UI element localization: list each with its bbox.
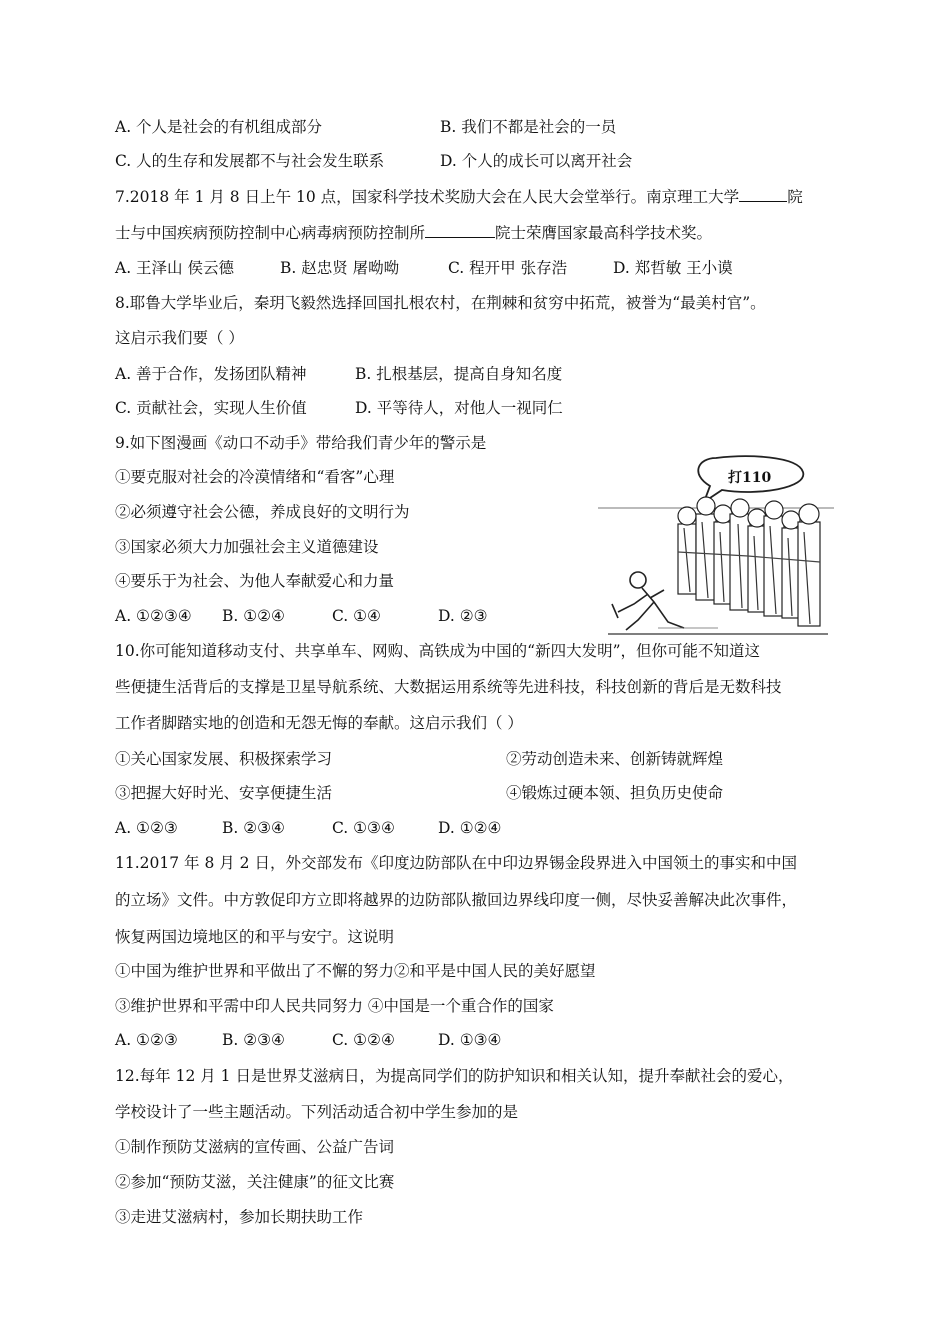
q10-item-4: ④锻炼过硬本领、担负历史使命 bbox=[506, 784, 724, 802]
q8-option-d: D. 平等待人，对他人一视同仁 bbox=[355, 399, 563, 417]
q12-stem-line2: 学校设计了一些主题活动。下列活动适合初中学生参加的是 bbox=[115, 1103, 519, 1121]
q10-option-a: A. ①②③ bbox=[115, 819, 178, 837]
q10-item-2: ②劳动创造未来、创新铸就辉煌 bbox=[506, 750, 724, 768]
q12-item-1: ①制作预防艾滋病的宣传画、公益广告词 bbox=[115, 1138, 395, 1156]
q6-option-b: B. 我们不都是社会的一员 bbox=[440, 118, 617, 136]
q7-option-a: A. 王泽山 侯云德 bbox=[115, 259, 234, 277]
q7-stem-text-a: 7.2018 年 1 月 8 日上午 10 点，国家科学技术奖励大会在人民大会堂举行。南京理工大学 bbox=[115, 188, 740, 206]
q8-stem-line1: 8.耶鲁大学毕业后，秦玥飞毅然选择回国扎根农村，在荆棘和贫穷中拓荒，被誉为“最美村官”。 bbox=[115, 294, 766, 312]
speech-bubble bbox=[698, 456, 803, 502]
q11-option-d: D. ①③④ bbox=[438, 1031, 502, 1049]
q7-stem-text-c: 士与中国疾病预防控制中心病毒病预防控制所 bbox=[115, 224, 426, 242]
q10-stem-line1: 10.你可能知道移动支付、共享单车、网购、高铁成为中国的“新四大发明”，但你可能不知道这 bbox=[115, 642, 761, 660]
q9-option-c: C. ①④ bbox=[332, 607, 381, 625]
q11-option-a: A. ①②③ bbox=[115, 1031, 178, 1049]
q6-option-d: D. 个人的成长可以离开社会 bbox=[440, 152, 633, 170]
q7-option-c: C. 程开甲 张存浩 bbox=[448, 259, 568, 277]
q9-item-1: ①要克服对社会的冷漠情绪和“看客”心理 bbox=[115, 468, 395, 486]
q7-stem-line2 bbox=[115, 223, 712, 243]
q7-blank-2 bbox=[425, 223, 495, 238]
q9-item-2: ②必须遵守社会公德，养成良好的文明行为 bbox=[115, 503, 410, 521]
q8-stem-line2: 这启示我们要（ ） bbox=[115, 329, 244, 347]
q11-item-line1: ①中国为维护世界和平做出了不懈的努力②和平是中国人民的美好愿望 bbox=[115, 962, 596, 980]
q12-item-2: ②参加“预防艾滋，关注健康”的征文比赛 bbox=[115, 1173, 395, 1191]
q9-option-d: D. ②③ bbox=[438, 607, 488, 625]
q7-option-b: B. 赵忠贤 屠呦呦 bbox=[280, 259, 400, 277]
q7-option-d: D. 郑哲敏 王小谟 bbox=[613, 259, 733, 277]
q10-option-d: D. ①②④ bbox=[438, 819, 502, 837]
q6-option-a: A. 个人是社会的有机组成部分 bbox=[115, 118, 323, 136]
q8-option-a: A. 善于合作，发扬团队精神 bbox=[115, 365, 307, 383]
q9-stem: 9.如下图漫画《动口不动手》带给我们青少年的警示是 bbox=[115, 434, 487, 452]
q9-option-b: B. ①②④ bbox=[222, 607, 285, 625]
q9-option-a: A. ①②③④ bbox=[115, 607, 192, 625]
q10-item-1: ①关心国家发展、积极探索学习 bbox=[115, 750, 333, 768]
q12-item-3: ③走进艾滋病村，参加长期扶助工作 bbox=[115, 1208, 364, 1226]
q11-item-line2: ③维护世界和平需中印人民共同努力 ④中国是一个重合作的国家 bbox=[115, 997, 554, 1015]
bubble-text: 打110 bbox=[728, 470, 772, 486]
q8-option-b: B. 扎根基层，提高自身知名度 bbox=[355, 365, 563, 383]
fallen-person bbox=[612, 572, 684, 630]
q10-stem-line3: 工作者脚踏实地的创造和无怨无悔的奉献。这启示我们（ ） bbox=[115, 714, 523, 732]
q10-option-b: B. ②③④ bbox=[222, 819, 285, 837]
crowd-figures bbox=[678, 497, 820, 626]
q10-option-c: C. ①③④ bbox=[332, 819, 395, 837]
q9-item-3: ③国家必须大力加强社会主义道德建设 bbox=[115, 538, 379, 556]
q7-stem-text-d: 院士荣膺国家最高科学技术奖。 bbox=[495, 224, 713, 242]
ground-line bbox=[608, 628, 828, 634]
q11-option-c: C. ①②④ bbox=[332, 1031, 395, 1049]
q10-item-3: ③把握大好时光、安享便捷生活 bbox=[115, 784, 333, 802]
cartoon-illustration bbox=[598, 452, 834, 637]
q11-option-b: B. ②③④ bbox=[222, 1031, 285, 1049]
q12-stem-line1: 12.每年 12 月 1 日是世界艾滋病日，为提高同学们的防护知识和相关认知，提升奉献社会的爱心， bbox=[115, 1067, 794, 1085]
q8-option-c: C. 贡献社会，实现人生价值 bbox=[115, 399, 307, 417]
q11-stem-line2: 的立场》文件。中方敦促印方立即将越界的边防部队撤回边界线印度一侧，尽快妥善解决此次事件， bbox=[115, 891, 798, 909]
q11-stem-line3: 恢复两国边境地区的和平与安宁。这说明 bbox=[115, 928, 395, 946]
q6-option-c: C. 人的生存和发展都不与社会发生联系 bbox=[115, 152, 385, 170]
q7-stem-text-b: 院 bbox=[787, 188, 803, 206]
q9-item-4: ④要乐于为社会、为他人奉献爱心和力量 bbox=[115, 572, 395, 590]
q11-stem-line1: 11.2017 年 8 月 2 日，外交部发布《印度边防部队在中印边界锡金段界进入中国领土的事实和中国 bbox=[115, 854, 797, 872]
q7-blank-1 bbox=[739, 187, 787, 202]
q7-stem-line1 bbox=[115, 187, 803, 207]
q10-stem-line2: 些便捷生活背后的支撑是卫星导航系统、大数据运用系统等先进科技，科技创新的背后是无数科技 bbox=[115, 678, 782, 696]
